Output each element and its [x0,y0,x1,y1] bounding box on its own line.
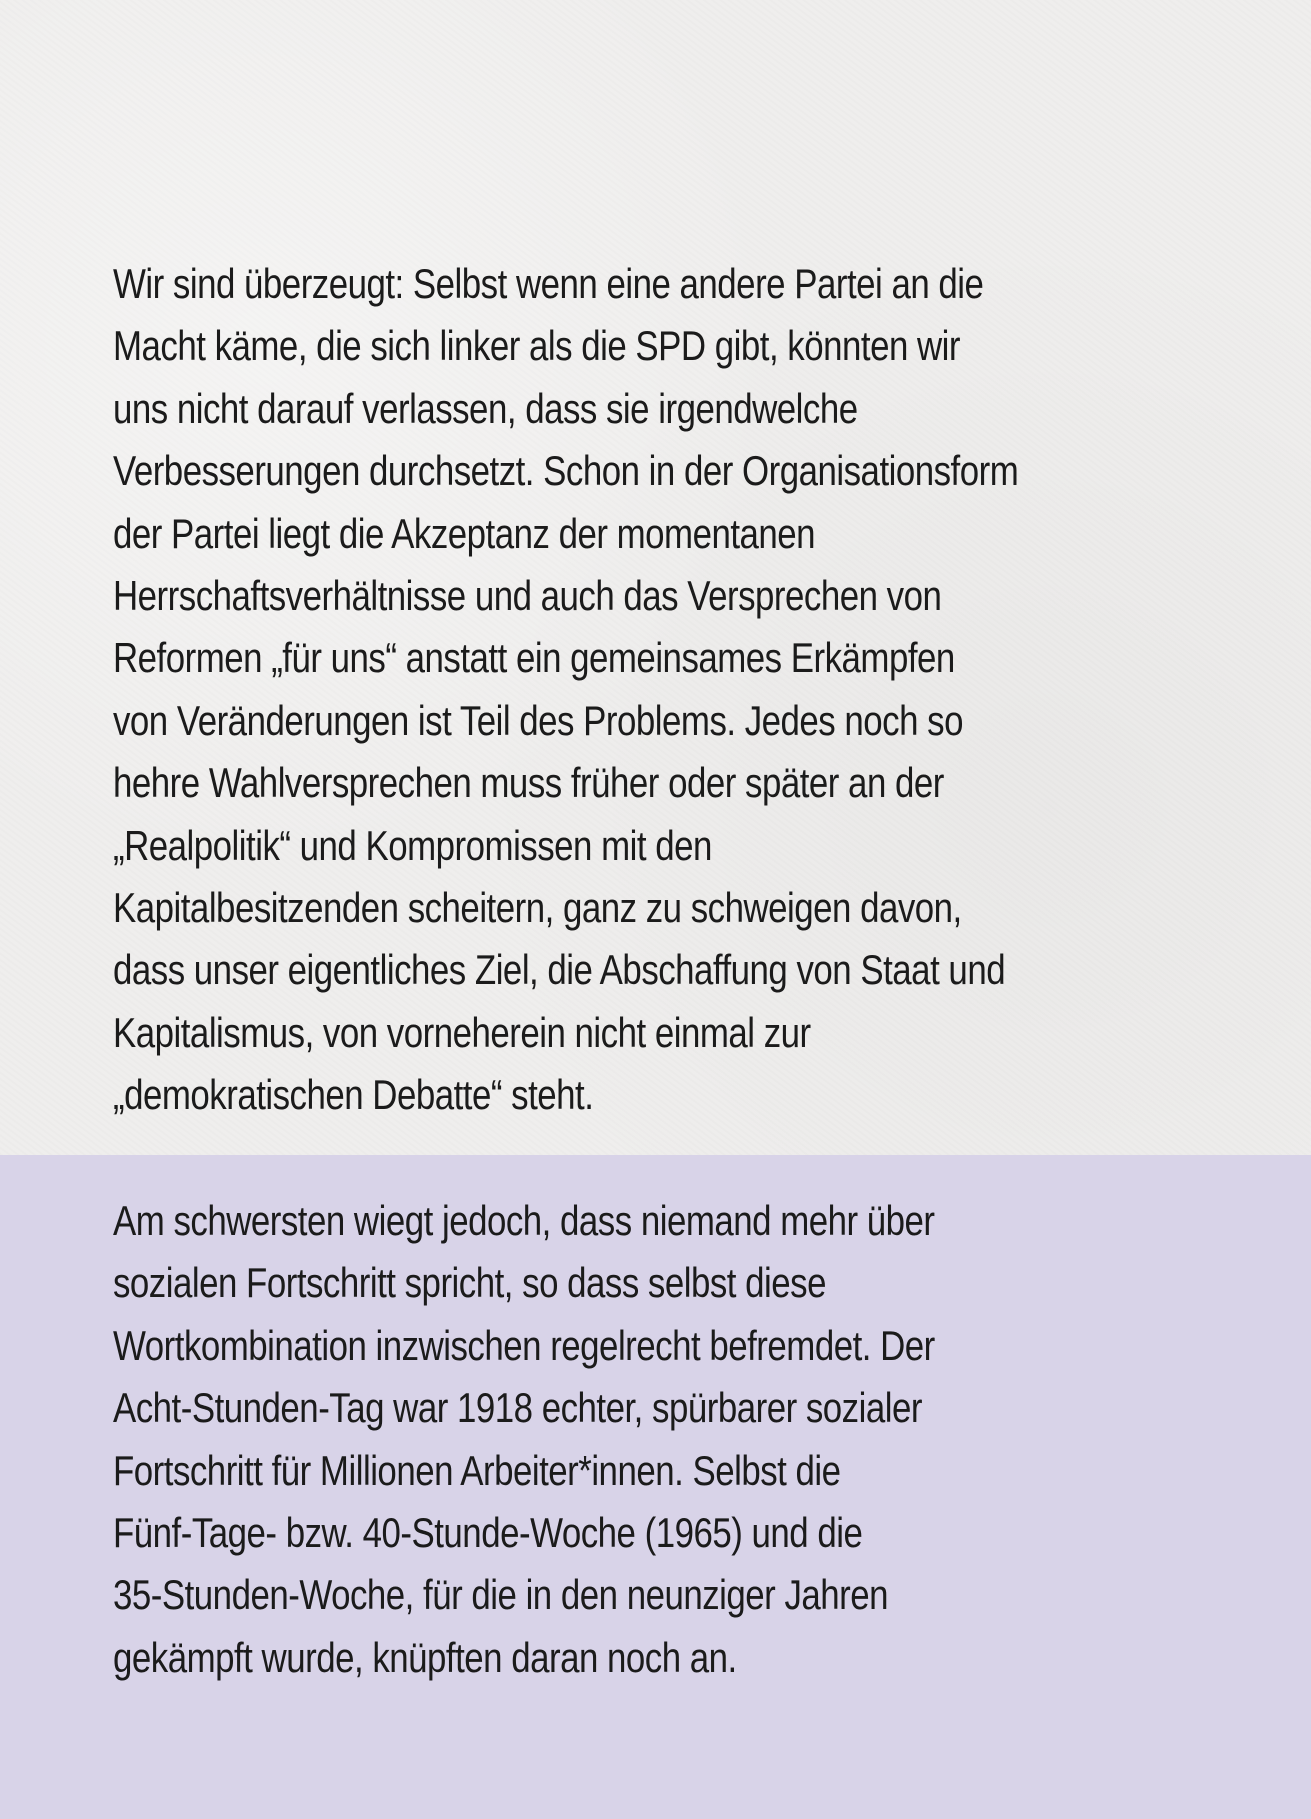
text-line: „Realpolitik“ und Kompromissen mit den [113,821,712,869]
text-line: sozialen Fortschritt spricht, so dass selbst diese [113,1259,826,1307]
text-line: Wir sind überzeugt: Selbst wenn eine andere Partei an die [113,260,984,307]
text-line: Reformen „für uns“ anstatt ein gemeinsames Erkämpfen [113,634,955,682]
text-line: Fortschritt für Millionen Arbeiter*innen. Selbst die [113,1446,841,1494]
text-line: Herrschaftsverhältnisse und auch das Versprechen von [113,572,942,620]
paragraph-political-parties [113,253,1054,1127]
text-line: gekämpft wurde, knüpften daran noch an. [113,1633,737,1681]
text-line: „demokratischen Debatte“ steht. [113,1071,594,1119]
text-line: Kapitalbesitzenden scheitern, ganz zu schweigen davon, [113,884,962,932]
text-line: von Veränderungen ist Teil des Problems. Jedes noch so [113,696,963,744]
text-line: Fünf-Tage- bzw. 40-Stunde-Woche (1965) und die [113,1509,863,1557]
text-line: der Partei liegt die Akzeptanz der momentanen [113,509,816,557]
text-line: uns nicht darauf verlassen, dass sie irgendwelche [113,384,858,432]
text-line: Kapitalismus, von vorneherein nicht einmal zur [113,1008,811,1056]
text-line: Wortkombination inzwischen regelrecht befremdet. Der [113,1321,935,1369]
text-line: hehre Wahlversprechen muss früher oder später an der [113,759,944,807]
text-line: Acht-Stunden-Tag war 1918 echter, spürbarer sozialer [113,1384,922,1432]
text-line: Macht käme, die sich linker als die SPD gibt, könnten wir [113,322,961,370]
text-line: 35-Stunden-Woche, für die in den neunziger Jahren [113,1571,889,1619]
text-line: dass unser eigentliches Ziel, die Abschaffung von Staat und [113,946,1006,994]
paragraph-social-progress [113,1190,1054,1689]
text-line: Verbesserungen durchsetzt. Schon in der Organisationsform [113,447,1019,495]
text-line: Am schwersten wiegt jedoch, dass niemand mehr über [113,1197,935,1244]
